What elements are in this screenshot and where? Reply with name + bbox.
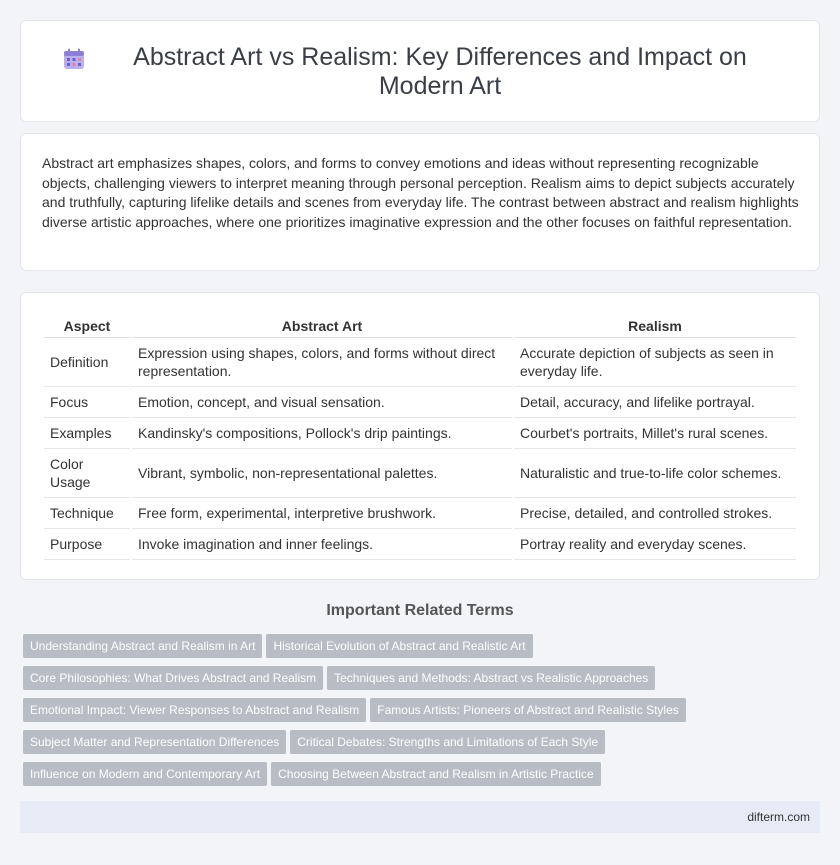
related-term-link[interactable]: Critical Debates: Strengths and Limitations of Each Style (290, 730, 605, 754)
table-cell: Kandinsky's compositions, Pollock's drip paintings. (132, 418, 512, 449)
footer-bar (20, 801, 820, 833)
footer-site-link[interactable]: difterm.com (747, 810, 810, 824)
intro-card (20, 133, 820, 271)
table-cell: Examples (44, 418, 130, 449)
tag-row (23, 698, 803, 730)
table-cell: Accurate depiction of subjects as seen in everyday life. (514, 338, 796, 387)
table-cell: Naturalistic and true-to-life color schemes. (514, 449, 796, 498)
related-term-link[interactable]: Historical Evolution of Abstract and Realistic Art (266, 634, 532, 658)
column-header-aspect: Aspect (44, 314, 130, 338)
table-cell: Portray reality and everyday scenes. (514, 529, 796, 560)
related-term-link[interactable]: Choosing Between Abstract and Realism in Artistic Practice (271, 762, 600, 786)
table-row (44, 338, 796, 387)
comparison-table (42, 314, 798, 560)
table-row (44, 498, 796, 529)
intro-paragraph: Abstract art emphasizes shapes, colors, and forms to convey emotions and ideas without representing recognizable objects, challenging viewers to interpret meaning through personal perception. Realism aims to depict subjects accurately and truthfully, capturing lifelike details and scenes from everyday life. The contrast between abstract and realism highlights diverse artistic approaches, where one prioritizes imaginative expression and the other focuses on faithful representation. (42, 155, 799, 230)
title-card (20, 20, 820, 122)
comparison-card (20, 292, 820, 580)
table-row (44, 529, 796, 560)
table-cell: Precise, detailed, and controlled strokes. (514, 498, 796, 529)
table-cell: Focus (44, 387, 130, 418)
related-term-link[interactable]: Influence on Modern and Contemporary Art (23, 762, 267, 786)
related-term-link[interactable]: Understanding Abstract and Realism in Art (23, 634, 262, 658)
table-cell: Definition (44, 338, 130, 387)
table-row (44, 418, 796, 449)
tag-row (23, 730, 803, 762)
related-terms-list (23, 634, 803, 794)
tag-row (23, 762, 803, 794)
related-term-link[interactable]: Emotional Impact: Viewer Responses to Abstract and Realism (23, 698, 366, 722)
related-terms-heading: Important Related Terms (326, 602, 514, 619)
related-term-link[interactable]: Subject Matter and Representation Differences (23, 730, 286, 754)
related-term-link[interactable]: Techniques and Methods: Abstract vs Realistic Approaches (327, 666, 655, 690)
column-header-abstract: Abstract Art (132, 314, 512, 338)
table-row (44, 449, 796, 498)
table-cell: Emotion, concept, and visual sensation. (132, 387, 512, 418)
table-cell: Invoke imagination and inner feelings. (132, 529, 512, 560)
related-term-link[interactable]: Core Philosophies: What Drives Abstract and Realism (23, 666, 323, 690)
table-cell: Expression using shapes, colors, and forms without direct representation. (132, 338, 512, 387)
related-term-link[interactable]: Famous Artists: Pioneers of Abstract and Realistic Styles (370, 698, 685, 722)
table-row (44, 387, 796, 418)
table-cell: Free form, experimental, interpretive brushwork. (132, 498, 512, 529)
table-header-row (44, 314, 796, 338)
table-cell: Color Usage (44, 449, 130, 498)
column-header-realism: Realism (514, 314, 796, 338)
table-cell: Detail, accuracy, and lifelike portrayal. (514, 387, 796, 418)
table-cell: Vibrant, symbolic, non-representational palettes. (132, 449, 512, 498)
tag-row (23, 634, 803, 666)
table-cell: Technique (44, 498, 130, 529)
tag-row (23, 666, 803, 698)
page-title: Abstract Art vs Realism: Key Differences and Impact on Modern Art (133, 43, 747, 100)
table-cell: Purpose (44, 529, 130, 560)
table-cell: Courbet's portraits, Millet's rural scenes. (514, 418, 796, 449)
